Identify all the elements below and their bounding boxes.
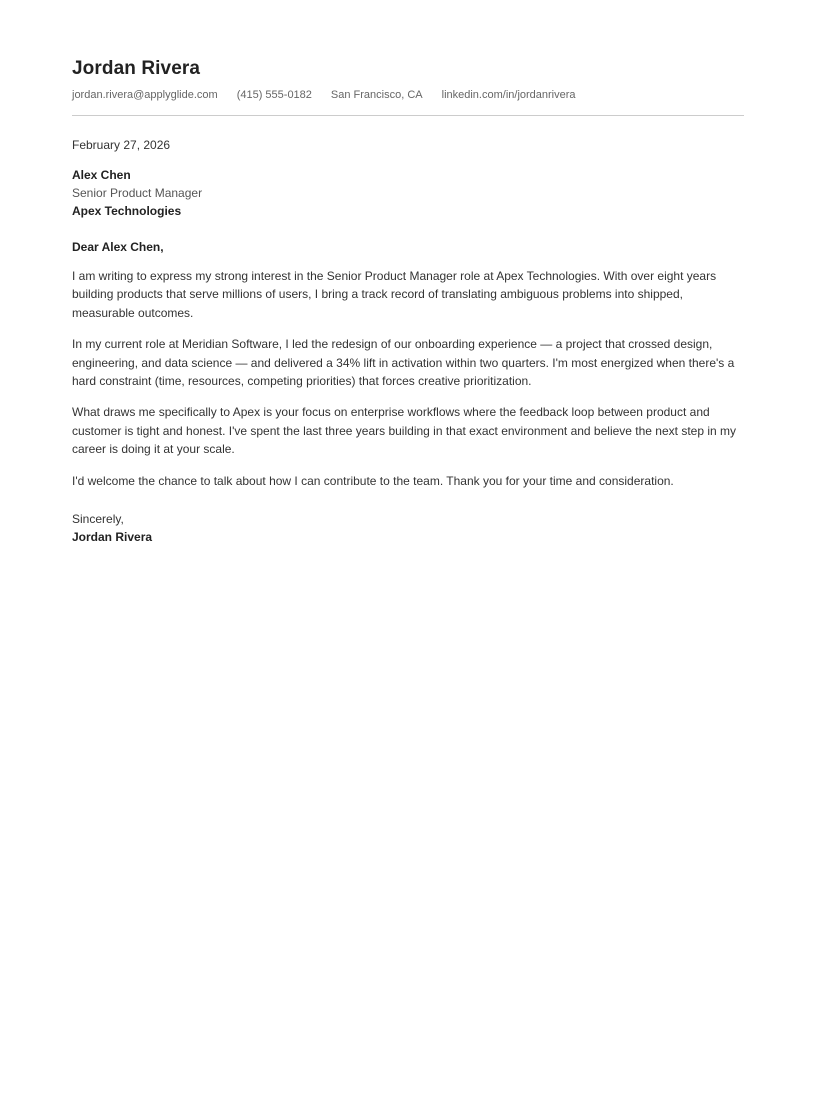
recipient-title: Senior Product Manager	[72, 186, 203, 200]
paragraph-intro: I am writing to express my strong interest in the Senior Product Manager role at Apex Technologies. With over eight years building products that serve millions of users, I bring a track record of translating ambiguous problems into shipped, measurable outcomes.	[72, 269, 717, 320]
letter-body	[72, 138, 744, 547]
sender-name-heading: Jordan Rivera	[72, 58, 201, 79]
paragraph-current-role: In my current role at Meridian Software, I led the redesign of our onboarding experience — a project that crossed design, engineering, and data science — and delivered a 34% lift in activation within two quarters. I'm most energized when there's a hard constraint (time, resources, competing priorities) that forces creative prioritization.	[72, 337, 735, 389]
paragraph-why-apex: What draws me specifically to Apex is your focus on enterprise workflows where the feedback loop between product and customer is tight and honest. I've spent the last three years building in that exact environment and believe the next step in my career is doing it at your scale.	[72, 405, 737, 457]
recipient-name: Alex Chen	[72, 168, 131, 182]
contact-phone: (415) 555-0182	[236, 89, 312, 101]
recipient-company: Apex Technologies	[72, 204, 182, 218]
contact-location: San Francisco, CA	[330, 89, 423, 101]
contact-email: jordan.rivera@applyglide.com	[72, 89, 218, 101]
recipient-block	[72, 166, 744, 220]
contact-linkedin: linkedin.com/in/jordanrivera	[441, 89, 576, 101]
signature-name: Jordan Rivera	[72, 530, 153, 545]
letter-date: February 27, 2026	[72, 138, 171, 152]
valediction: Sincerely,	[72, 512, 124, 527]
contact-info-row	[72, 89, 744, 115]
letter-header	[72, 58, 744, 116]
salutation: Dear Alex Chen,	[72, 240, 164, 254]
paragraph-call-to-action: I'd welcome the chance to talk about how I can contribute to the team. Thank you for your time and consideration.	[72, 473, 674, 488]
closing-block	[72, 510, 744, 547]
header-divider	[72, 115, 744, 116]
